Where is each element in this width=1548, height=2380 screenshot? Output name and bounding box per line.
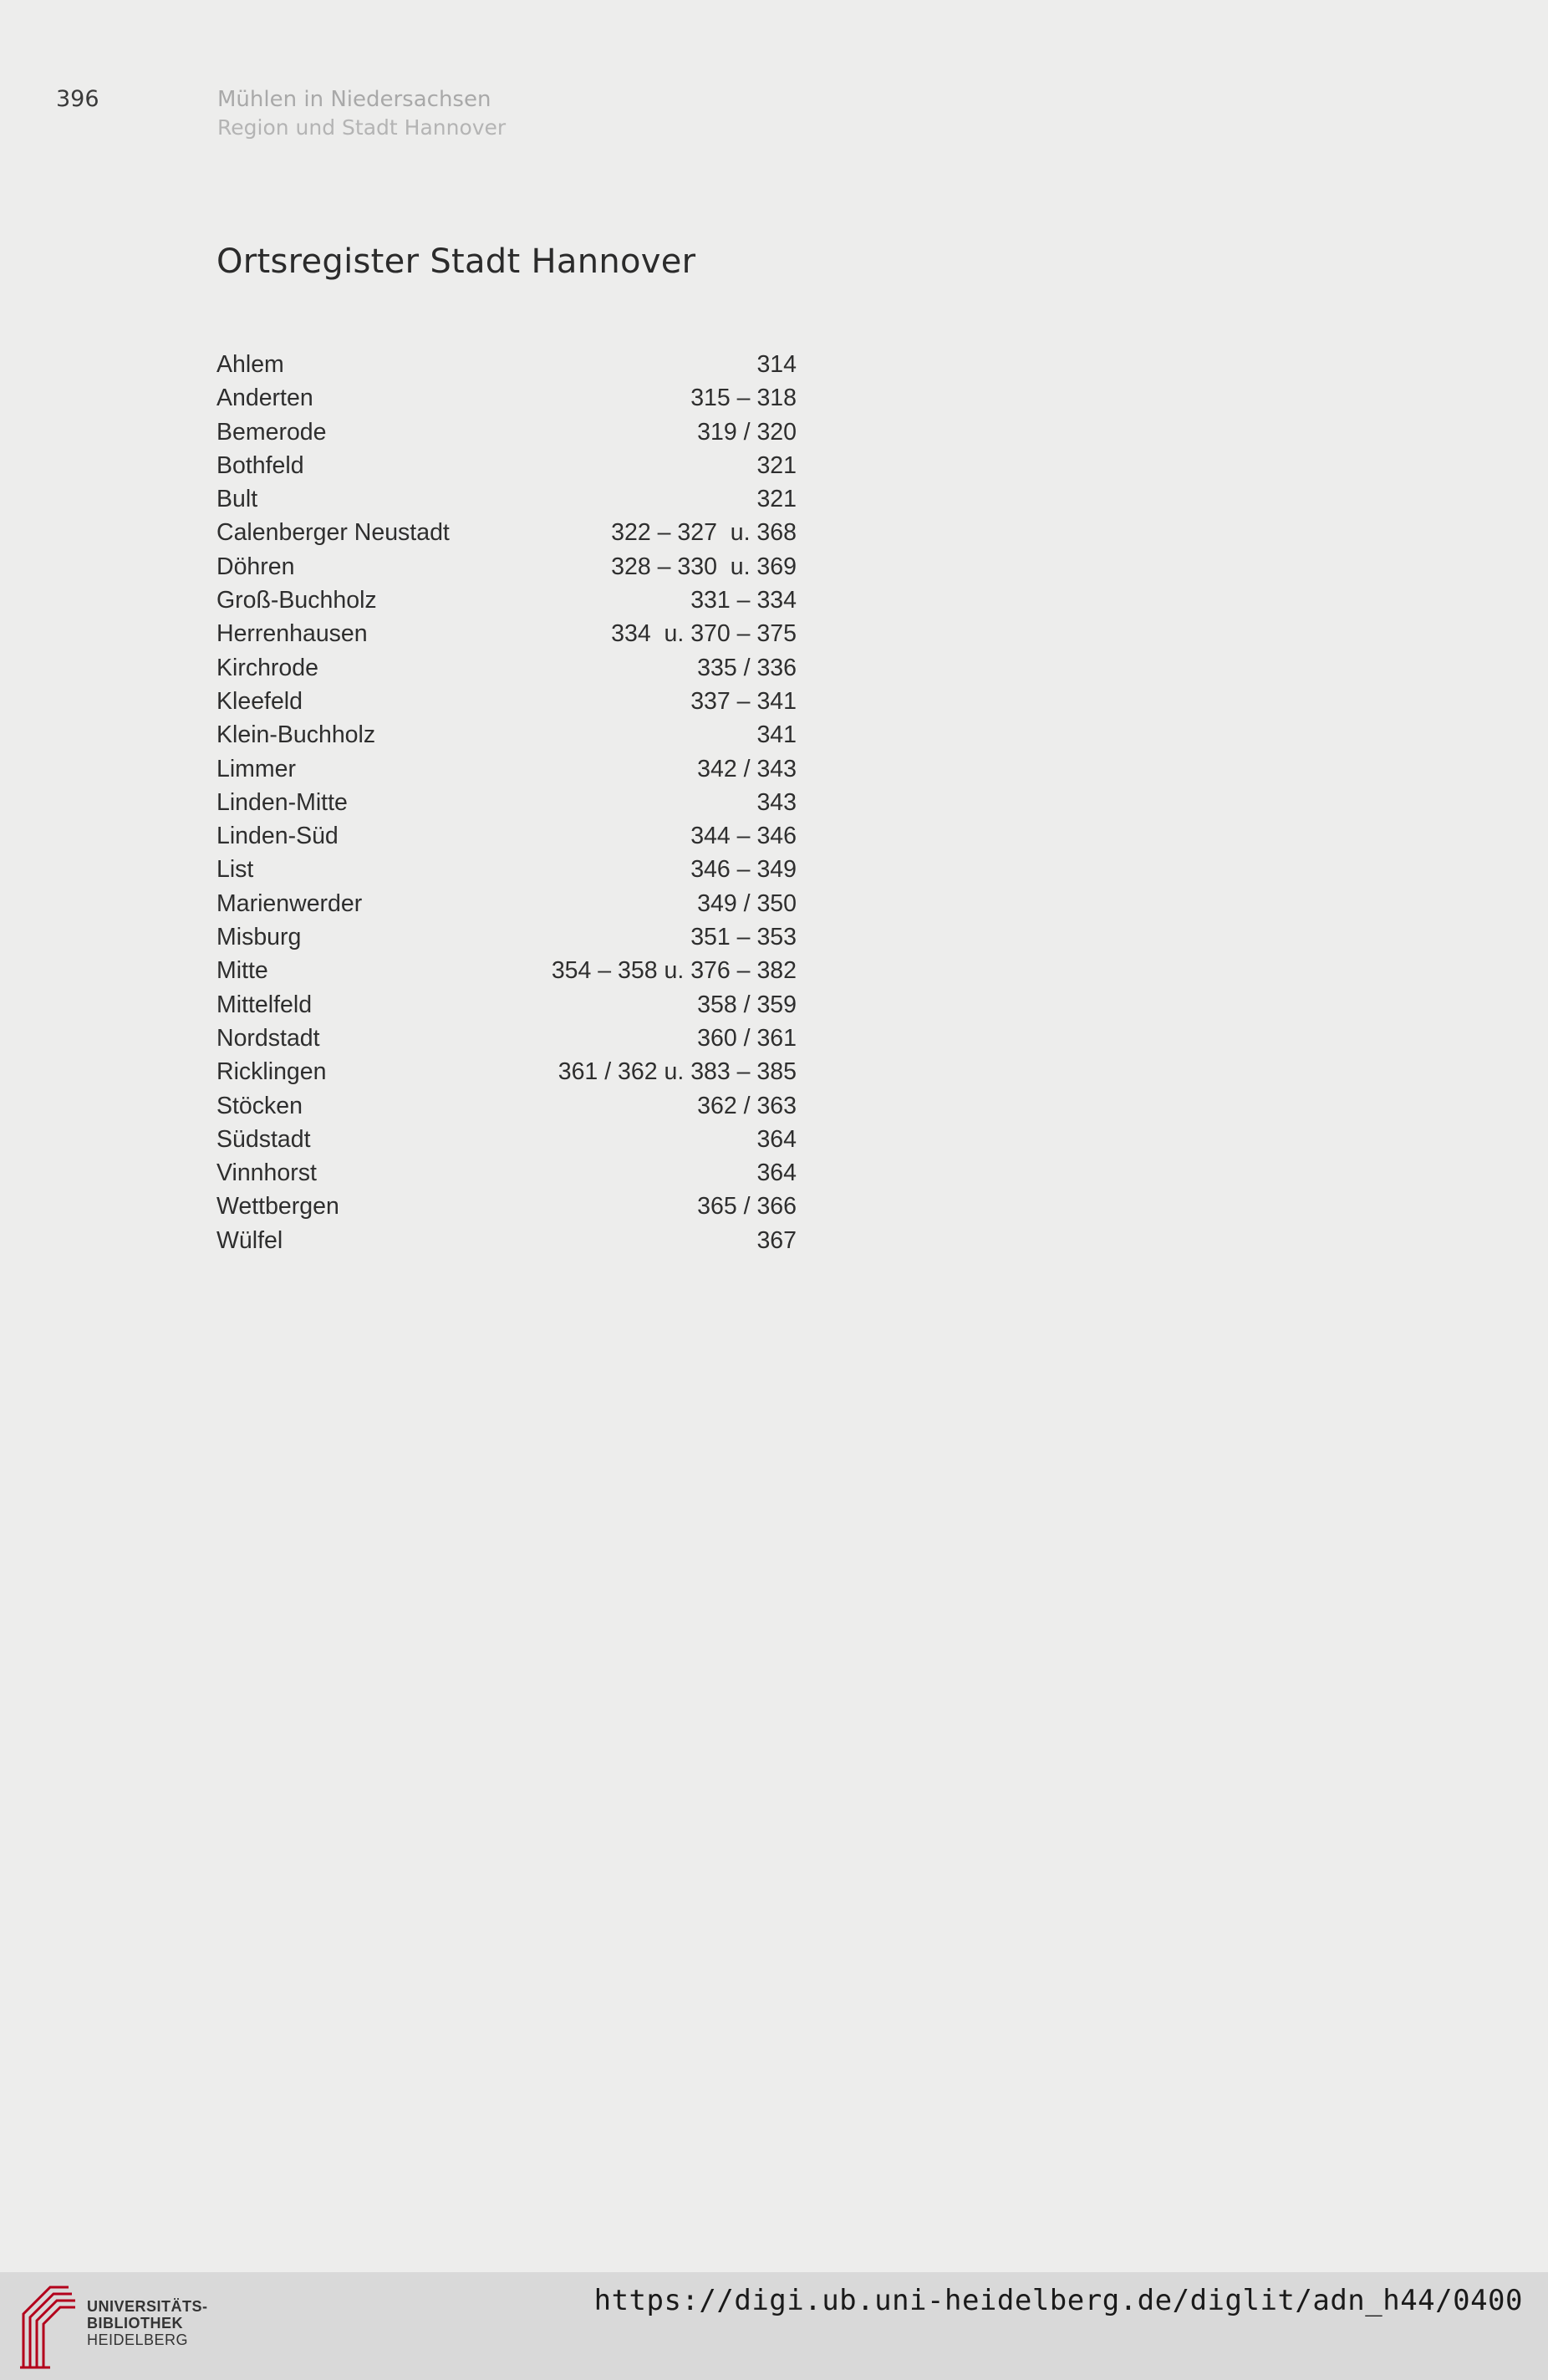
place-name: Döhren: [216, 553, 295, 580]
index-entry: [216, 890, 797, 924]
place-name: Bult: [216, 486, 258, 513]
page-references: 331 – 334: [690, 587, 797, 614]
index-entry: [216, 452, 797, 486]
place-name: Nordstadt: [216, 1024, 320, 1052]
page-references: 337 – 341: [690, 687, 797, 715]
index-entry: [216, 351, 797, 385]
library-name-line1: UNIVERSITÄTS-: [87, 2298, 208, 2315]
page-references: 365 / 366: [697, 1193, 797, 1221]
place-name: Bemerode: [216, 418, 327, 446]
index-entry: [216, 1159, 797, 1193]
place-name: Südstadt: [216, 1125, 311, 1153]
page-references: 362 / 363: [697, 1092, 797, 1119]
page-references: 344 – 346: [690, 823, 797, 850]
register-title: Ortsregister Stadt Hannover: [216, 242, 696, 281]
place-name: Calenberger Neustadt: [216, 519, 450, 547]
page-references: 346 – 349: [690, 856, 797, 884]
page-references: 343: [756, 788, 797, 816]
page-references: 351 – 353: [690, 924, 797, 951]
place-name: Ahlem: [216, 351, 284, 378]
university-library-logo-icon: [17, 2281, 79, 2371]
index-entry: [216, 823, 797, 856]
page-references: 361 / 362 u. 383 – 385: [558, 1058, 797, 1086]
index-entry: [216, 419, 797, 452]
page-references: 321: [756, 451, 797, 479]
page-references: 321: [756, 486, 797, 513]
index-entry: [216, 789, 797, 823]
index-entry: [216, 1126, 797, 1159]
page-references: 315 – 318: [690, 385, 797, 412]
index-entry: [216, 519, 797, 553]
page-references: 334 u. 370 – 375: [611, 620, 797, 648]
place-name: Herrenhausen: [216, 620, 368, 648]
index-entry: [216, 957, 797, 991]
index-entry: [216, 1093, 797, 1126]
page-references: 358 / 359: [697, 991, 797, 1018]
index-entry: [216, 924, 797, 957]
index-entry: [216, 688, 797, 721]
index-entry: [216, 620, 797, 654]
page-references: 319 / 320: [697, 418, 797, 446]
place-name: Marienwerder: [216, 889, 363, 917]
place-name: Wülfel: [216, 1226, 283, 1254]
page-references: 364: [756, 1159, 797, 1187]
page-references: 314: [756, 351, 797, 378]
index-entry: [216, 756, 797, 789]
place-name: Linden-Süd: [216, 823, 339, 850]
place-name: Kleefeld: [216, 687, 303, 715]
source-url-link[interactable]: https://digi.ub.uni-heidelberg.de/diglit/adn_h44/0400: [593, 2284, 1523, 2317]
place-name: Ricklingen: [216, 1058, 327, 1086]
place-name: Misburg: [216, 924, 302, 951]
index-entry: [216, 587, 797, 620]
index-entry: [216, 486, 797, 519]
page-references: 322 – 327 u. 368: [611, 519, 797, 547]
running-head: [217, 85, 506, 142]
page-references: 349 / 350: [697, 889, 797, 917]
index-entry: [216, 1227, 797, 1261]
place-name: Kirchrode: [216, 654, 318, 681]
place-name: Mitte: [216, 957, 268, 985]
index-entry: [216, 721, 797, 755]
page-references: 341: [756, 721, 797, 749]
book-subtitle: Region und Stadt Hannover: [217, 115, 507, 140]
place-name: Wettbergen: [216, 1193, 339, 1221]
library-name-line3: HEIDELBERG: [87, 2332, 189, 2348]
place-name: Mittelfeld: [216, 991, 313, 1018]
library-name-line2: BIBLIOTHEK: [87, 2315, 183, 2332]
index-entry: [216, 655, 797, 688]
page-references: 367: [756, 1226, 797, 1254]
place-name: Groß-Buchholz: [216, 587, 377, 614]
index-entry: [216, 991, 797, 1025]
index-entry: [216, 856, 797, 889]
page-references: 342 / 343: [697, 755, 797, 782]
place-name: Bothfeld: [216, 451, 304, 479]
book-title: Mühlen in Niedersachsen: [217, 87, 491, 112]
index-entry: [216, 1025, 797, 1058]
page-references: 354 – 358 u. 376 – 382: [551, 957, 797, 985]
place-name: Limmer: [216, 755, 297, 782]
page-references: 364: [756, 1125, 797, 1153]
place-name: Stöcken: [216, 1092, 303, 1119]
index-entry: [216, 1193, 797, 1226]
library-name: [87, 2298, 208, 2348]
place-name: Anderten: [216, 385, 313, 412]
index-entry: [216, 385, 797, 418]
page-number: 396: [56, 86, 99, 112]
place-name: Klein-Buchholz: [216, 721, 376, 749]
place-name: Linden-Mitte: [216, 788, 348, 816]
page-references: 328 – 330 u. 369: [611, 553, 797, 580]
place-name: List: [216, 856, 254, 884]
page-references: 335 / 336: [697, 654, 797, 681]
index-entry: [216, 553, 797, 587]
place-index-list: [216, 351, 797, 1261]
index-entry: [216, 1058, 797, 1092]
page-references: 360 / 361: [697, 1024, 797, 1052]
place-name: Vinnhorst: [216, 1159, 317, 1187]
